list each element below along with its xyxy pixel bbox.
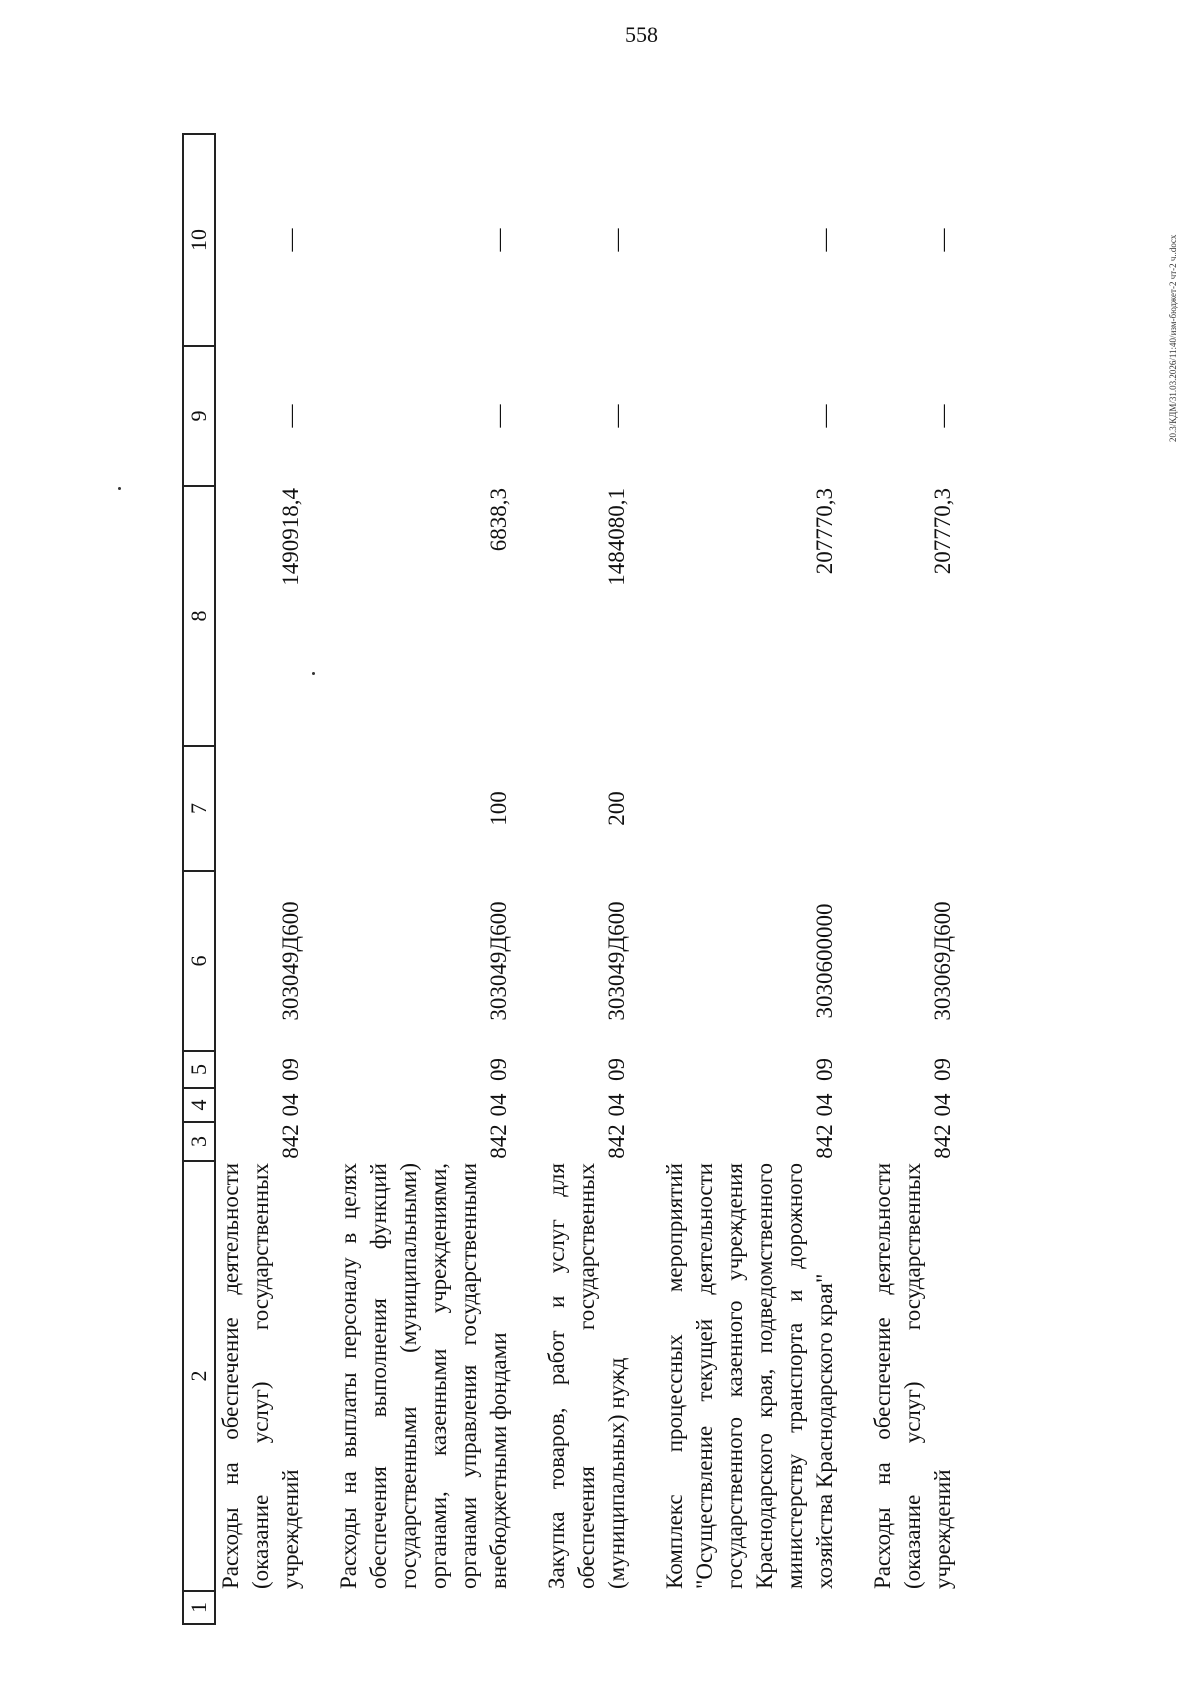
- row-c6: 303049Д600: [486, 901, 511, 1021]
- header-cell-4: 4: [183, 1088, 215, 1122]
- header-cell-10: 10: [183, 134, 215, 346]
- row-c3: 842: [278, 1124, 303, 1159]
- row-c9: —: [930, 404, 955, 428]
- row-c5: 09: [604, 1058, 629, 1081]
- rotated-page-content: [0, 107, 1200, 1697]
- row-c8: 207770,3: [812, 488, 837, 575]
- row-c10: —: [930, 228, 955, 252]
- table-row: [868, 134, 958, 1624]
- table-row: [660, 134, 840, 1624]
- row-c4: 04: [604, 1093, 629, 1117]
- row-c9: —: [278, 404, 303, 428]
- row-c4: 04: [278, 1093, 303, 1117]
- row-c4: 04: [930, 1093, 955, 1117]
- budget-table: [182, 133, 958, 1625]
- row-c7: 100: [486, 791, 511, 826]
- row-c7: [660, 746, 840, 871]
- row-c3: 842: [812, 1124, 837, 1159]
- row-c10: —: [486, 228, 511, 252]
- row-c7: [215, 746, 306, 871]
- row-name: Комплекс процессных мероприятий "Осуществление текущей деятельности государственного казенного учреждения Краснодарского края, подведомственного министерству транспорта и дорожного хозяйства Краснодарского края": [662, 1163, 837, 1589]
- row-c5: 09: [278, 1058, 303, 1081]
- row-c3: 842: [604, 1124, 629, 1159]
- header-cell-8: 8: [183, 486, 215, 746]
- row-c6: 303069Д600: [930, 901, 955, 1021]
- table-row: [334, 134, 514, 1624]
- row-c10: —: [278, 228, 303, 252]
- header-cell-9: 9: [183, 346, 215, 486]
- header-row: [183, 134, 215, 1624]
- header-cell-2: 2: [183, 1161, 215, 1591]
- header-cell-5: 5: [183, 1051, 215, 1088]
- header-cell-1: 1: [183, 1591, 215, 1624]
- row-c10: —: [604, 228, 629, 252]
- row-c6: 3030600000: [812, 903, 837, 1019]
- row-c8: 1490918,4: [278, 488, 303, 586]
- row-c5: 09: [812, 1058, 837, 1081]
- row-c4: 04: [812, 1093, 837, 1117]
- row-c8: 1484080,1: [604, 488, 629, 586]
- header-cell-3: 3: [183, 1122, 215, 1161]
- table-row: [215, 134, 306, 1624]
- row-c5: 09: [486, 1058, 511, 1081]
- page-number: 558: [625, 22, 658, 47]
- row-c7: [868, 746, 958, 871]
- row-name: Расходы на выплаты персоналу в целях обеспечения выполнения функций государственными (муниципальными) органами, казенными учреждениями, органами управления государственными внебюджетными фондами: [336, 1163, 511, 1589]
- file-info-footer: 20.3/КДМ/31.03.2026/11:40/изм-бюджет-2 чт-2 ч..docx: [1168, 234, 1178, 442]
- row-name: Расходы на обеспечение деятельности (оказание услуг) государственных учреждений: [218, 1163, 303, 1589]
- row-c9: —: [486, 404, 511, 428]
- row-c8: 207770,3: [930, 488, 955, 575]
- row-c4: 04: [486, 1093, 511, 1117]
- row-c6: 303049Д600: [278, 901, 303, 1021]
- row-c10: —: [812, 228, 837, 252]
- row-c9: —: [604, 404, 629, 428]
- row-c5: 09: [930, 1058, 955, 1081]
- row-c3: 842: [930, 1124, 955, 1159]
- row-c6: 303049Д600: [604, 901, 629, 1021]
- table-row: [542, 134, 632, 1624]
- row-name: Закупка товаров, работ и услуг для обеспечения государственных (муниципальных) нужд: [544, 1163, 629, 1589]
- header-cell-7: 7: [183, 746, 215, 871]
- row-c3: 842: [486, 1124, 511, 1159]
- header-cell-6: 6: [183, 871, 215, 1051]
- row-c9: —: [812, 404, 837, 428]
- row-name: Расходы на обеспечение деятельности (оказание услуг) государственных учреждений: [870, 1163, 955, 1589]
- row-c7: 200: [604, 791, 629, 826]
- row-c8: 6838,3: [486, 488, 511, 552]
